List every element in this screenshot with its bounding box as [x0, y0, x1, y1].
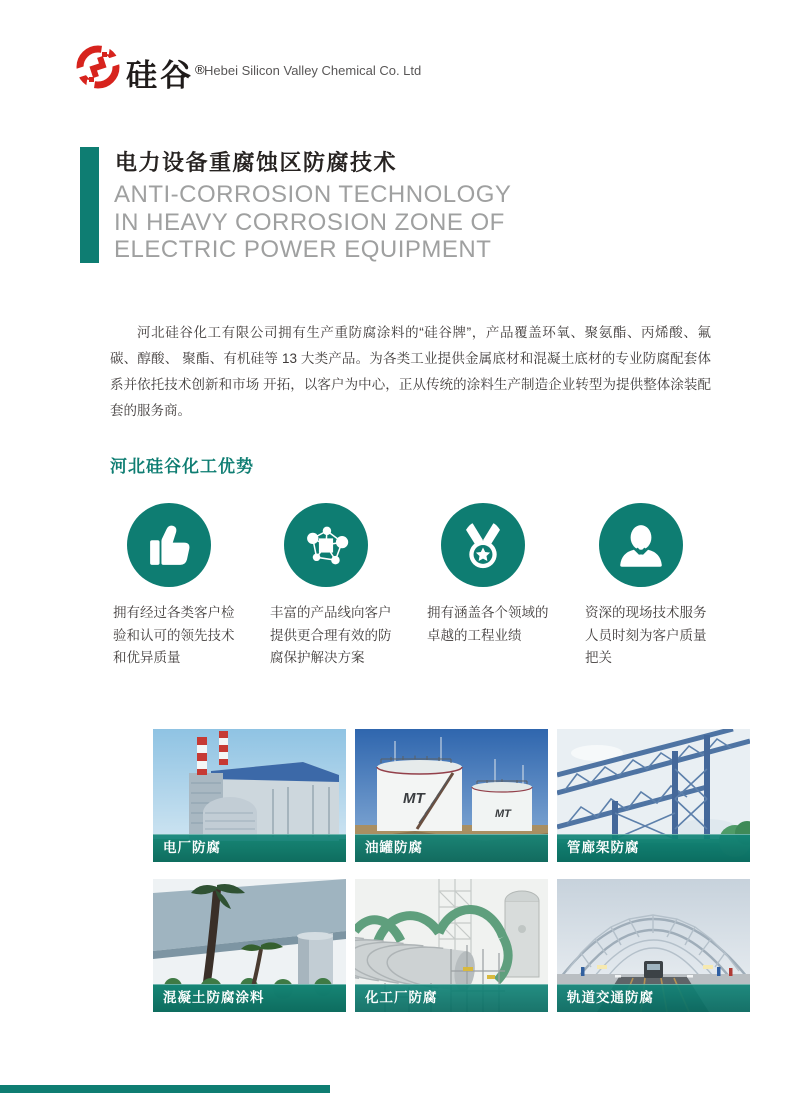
title-en-line: ANTI-CORROSION TECHNOLOGY [114, 181, 512, 208]
thumbs-up-icon [135, 511, 203, 579]
advantage-circle [441, 503, 525, 587]
photo-concrete-viaduct [153, 879, 346, 1012]
registered-mark: ® [195, 62, 208, 77]
photo-caption: 化工厂防腐 [355, 984, 548, 1012]
service-person-icon [607, 511, 675, 579]
tank-logo-text: MT [403, 790, 425, 807]
title-en-line: ELECTRIC POWER EQUIPMENT [114, 236, 492, 263]
advantage-circle [284, 503, 368, 587]
title-accent-bar [80, 147, 99, 263]
footer-accent-bar [0, 1085, 330, 1093]
page-title-en [114, 181, 511, 264]
advantage-item-products [270, 503, 402, 670]
page-title-zh: 电力设备重腐蚀区防腐技术 [115, 150, 398, 175]
photo-caption: 管廊架防腐 [557, 834, 750, 862]
photo-chemical-plant [355, 879, 548, 1012]
advantage-text: 资深的现场技术服务人员时刻为客户质量把关 [585, 605, 707, 665]
photo-caption: 电厂防腐 [153, 834, 346, 862]
photo-caption: 油罐防腐 [355, 834, 548, 862]
photo-caption: 混凝土防腐涂料 [153, 984, 346, 1012]
photo-caption: 轨道交通防腐 [557, 984, 750, 1012]
product-network-icon [292, 511, 360, 579]
photo-pipe-rack [557, 729, 750, 862]
company-logo-icon [75, 44, 121, 90]
advantage-item-achievements [427, 503, 559, 647]
advantage-text: 拥有涵盖各个领域的卓越的工程业绩 [427, 605, 549, 643]
photo-rail-station [557, 879, 750, 1012]
advantage-circle [127, 503, 211, 587]
intro-paragraph: 河北硅谷化工有限公司拥有生产重防腐涂料的“硅谷牌”，产品覆盖环氧、聚氨酯、丙烯酸、氟碳、醇酸、 聚酯、有机硅等 13 大类产品。为各类工业提供金属底材和混凝土底材的专业防腐配套体系并依托技术创新和市场 开拓，以客户为中心，正从传统的涂料生产制造企业转型为提供整体涂装配套的服务商。 [110, 324, 711, 418]
logo-text: 硅谷 [126, 58, 194, 93]
advantages-section-title: 河北硅谷化工优势 [110, 457, 254, 476]
medal-icon [449, 511, 517, 579]
advantage-item-technology [113, 503, 245, 670]
advantage-item-service [585, 503, 717, 670]
photo-power-plant [153, 729, 346, 862]
photo-oil-tanks [355, 729, 548, 862]
company-name-en: Hebei Silicon Valley Chemical Co. Ltd [204, 63, 422, 78]
title-en-line: IN HEAVY CORROSION ZONE OF [114, 208, 505, 236]
advantage-text: 拥有经过各类客户检验和认可的领先技术和优异质量 [113, 605, 235, 665]
logo-wordmark [126, 50, 207, 95]
advantage-text: 丰富的产品线向客户提供更合理有效的防腐保护解决方案 [270, 605, 392, 665]
advantage-circle [599, 503, 683, 587]
tank-logo-text: MT [495, 808, 511, 820]
